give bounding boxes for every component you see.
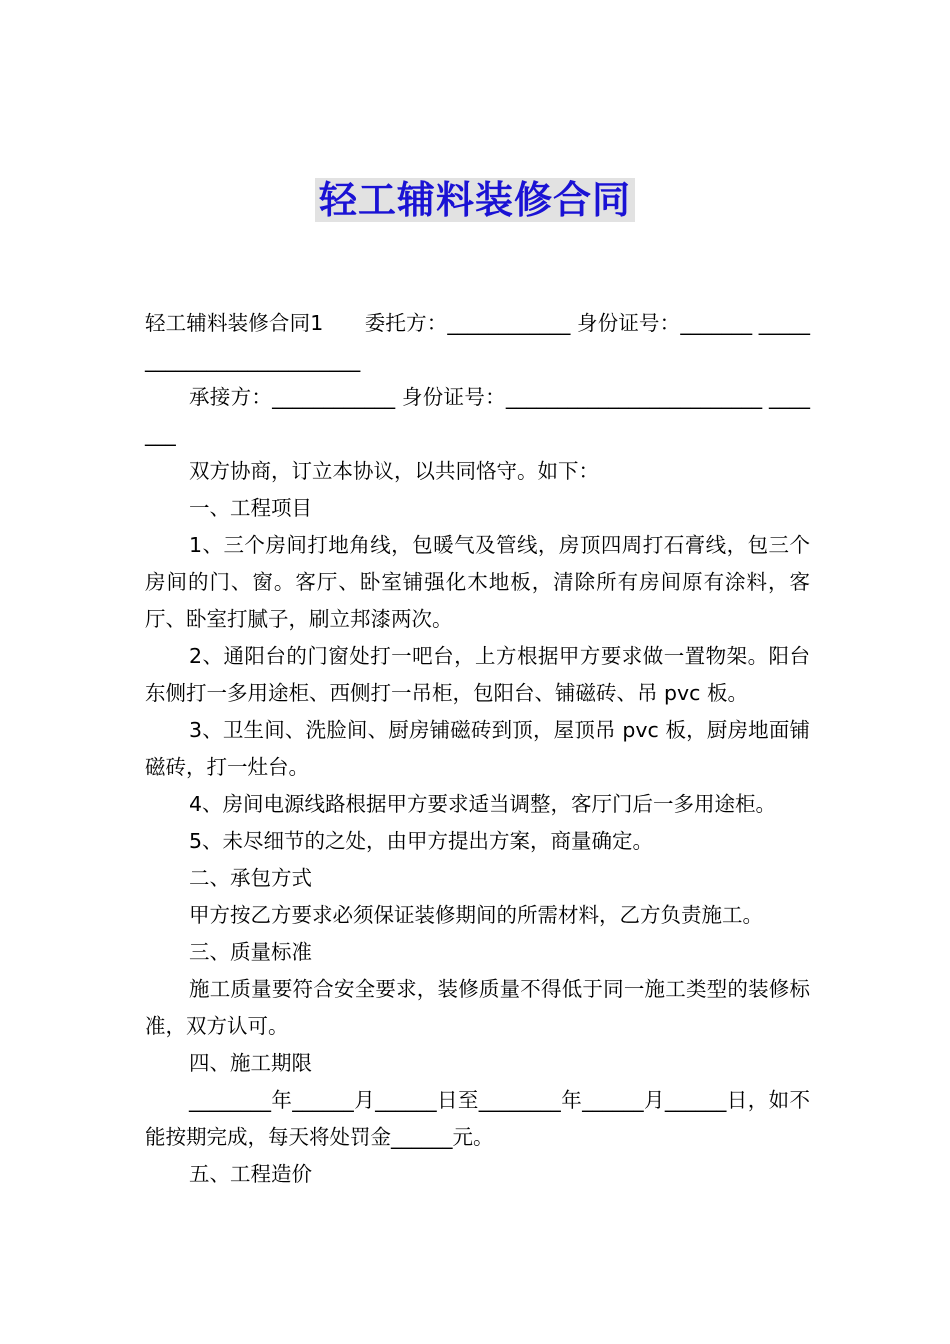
paragraph-item-2: 2、通阳台的门窗处打一吧台，上方根据甲方要求做一置物架。阳台东侧打一多用途柜、西侧打一吊柜，包阳台、铺磁砖、吊 pvc 板。 bbox=[145, 644, 810, 705]
document-title-text: 轻工辅料装修合同 bbox=[315, 178, 635, 222]
section-heading-quality: 三、质量标准 bbox=[189, 940, 312, 964]
document-title bbox=[0, 176, 950, 224]
paragraph-contract-method: 甲方按乙方要求必须保证装修期间的所需材料，乙方负责施工。 bbox=[189, 903, 763, 927]
section-heading-project: 一、工程项目 bbox=[189, 496, 312, 520]
paragraph-parties-client: 轻工辅料装修合同1 委托方：____________ 身份证号：_______ __________________________ bbox=[145, 311, 810, 372]
paragraph-agreement-intro: 双方协商，订立本协议，以共同恪守。如下： bbox=[189, 459, 599, 483]
paragraph-quality: 施工质量要符合安全要求，装修质量不得低于同一施工类型的装修标准，双方认可。 bbox=[145, 977, 810, 1038]
paragraph-item-5: 5、未尽细节的之处，由甲方提出方案，商量确定。 bbox=[189, 829, 654, 853]
paragraph-item-1: 1、三个房间打地角线，包暖气及管线，房顶四周打石膏线，包三个房间的门、窗。客厅、卧室铺强化木地板，清除所有房间原有涂料，客厅、卧室打腻子，刷立邦漆两次。 bbox=[145, 533, 810, 631]
paragraph-period: ________年______月______日至________年______月______日，如不能按期完成，每天将处罚金______元。 bbox=[145, 1088, 810, 1149]
document-body bbox=[145, 305, 810, 1193]
paragraph-item-4: 4、房间电源线路根据甲方要求适当调整，客厅门后一多用途柜。 bbox=[189, 792, 777, 816]
paragraph-item-3: 3、卫生间、洗脸间、厨房铺磁砖到顶，屋顶吊 pvc 板，厨房地面铺磁砖，打一灶台。 bbox=[145, 718, 810, 779]
section-heading-cost: 五、工程造价 bbox=[189, 1162, 312, 1186]
section-heading-period: 四、施工期限 bbox=[189, 1051, 312, 1075]
paragraph-parties-contractor: 承接方：____________ 身份证号：_________________________ _______ bbox=[145, 385, 810, 446]
section-heading-contract-method: 二、承包方式 bbox=[189, 866, 312, 890]
